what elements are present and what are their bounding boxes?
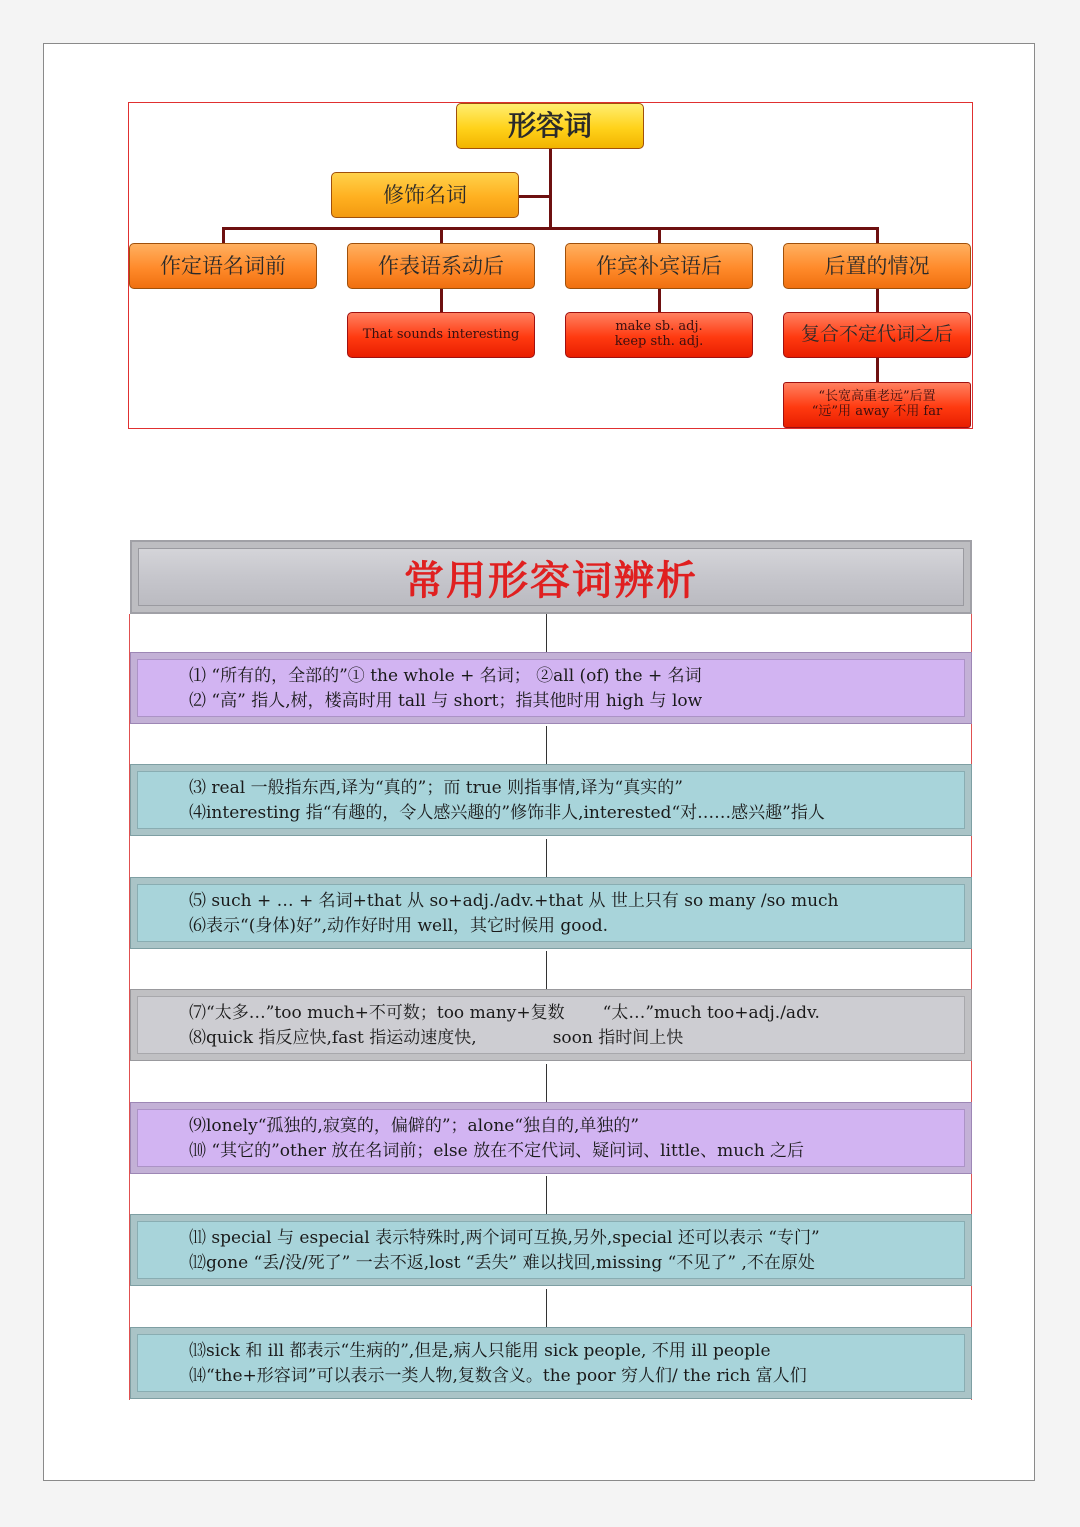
note-line: ⒀sick 和 ill 都表示“生病的”,但是,病人只能用 sick people, 不用 ill people: [189, 1341, 771, 1361]
note-line-pair: [189, 1001, 971, 1026]
branch-predicative: [347, 243, 535, 289]
branch-label: 后置的情况: [824, 253, 930, 278]
connector: [876, 227, 879, 243]
modify-noun-node: [331, 172, 519, 218]
adjective-diagram: [128, 102, 973, 429]
note-line: ⑻quick 指反应快,fast 指运动速度快,: [189, 1028, 477, 1048]
connector: [222, 227, 879, 230]
note-line-pair: [189, 1026, 971, 1051]
example-predicative: [347, 312, 535, 358]
note-box: [130, 764, 972, 836]
example-text: keep sth. adj.: [614, 334, 704, 349]
note-line: ⑶ real 一般指东西,译为“真的”；而 true 则指事情,译为“真实的”: [189, 778, 683, 798]
note-box: [130, 877, 972, 949]
note-box: [130, 652, 972, 724]
center-connector: [546, 1289, 547, 1327]
note-line: ⑼lonely“孤独的,寂寞的，偏僻的”；alone“独自的,单独的”: [189, 1116, 640, 1136]
connector: [658, 289, 661, 312]
note-line: ⑸ such + … + 名词+that 从 so+adj./adv.+that 从 世上只有 so many /so much: [189, 891, 839, 911]
center-connector: [546, 614, 547, 652]
branch-complement: [565, 243, 753, 289]
center-connector: [546, 951, 547, 989]
connector: [222, 227, 225, 243]
center-connector: [546, 839, 547, 877]
branch-postposition: [783, 243, 971, 289]
center-connector: [546, 1176, 547, 1214]
note-line: ⑿gone “丢/没/死了” 一去不返,lost “丢失” 难以找回,missing “不见了” ,不在原处: [189, 1253, 815, 1273]
center-connector: [546, 1064, 547, 1102]
example-text: That sounds interesting: [362, 326, 520, 342]
note-box: [130, 1214, 972, 1286]
note-box: [130, 1327, 972, 1399]
root-label: 形容词: [507, 108, 592, 142]
note-line: ⑷interesting 指“有趣的，令人感兴趣的”修饰非人,interested“对……感兴趣”指人: [189, 803, 825, 823]
note-line: “太…”much too+adj./adv.: [602, 1003, 820, 1023]
example-complement: [565, 312, 753, 358]
note-line: ⒁“the+形容词”可以表示一类人物,复数含义。the poor 穷人们/ the rich 富人们: [189, 1366, 807, 1386]
note-line: ⑴ “所有的，全部的”① the whole + 名词； ②all (of) the + 名词: [189, 666, 702, 686]
example-postposition: [783, 382, 971, 428]
note-line: ⑹表示“(身体)好”,动作好时用 well，其它时候用 good.: [189, 916, 608, 936]
section-title: 常用形容词辨析: [404, 556, 698, 604]
root-node: [456, 103, 644, 149]
compound-pronoun-node: [783, 312, 971, 358]
note-box: [130, 1102, 972, 1174]
modify-noun-label: 修饰名词: [383, 182, 467, 207]
note-line: ⑾ special 与 especial 表示特殊时,两个词可互换,另外,special 还可以表示 “专门”: [189, 1228, 820, 1248]
center-connector: [546, 726, 547, 764]
note-box: [130, 989, 972, 1061]
example-text: “远”用 away 不用 far: [811, 404, 943, 419]
note-line: ⑺“太多…”too much+不可数；too many+复数: [189, 1003, 565, 1023]
connector: [549, 149, 552, 227]
branch-attributive: [129, 243, 317, 289]
connector: [440, 227, 443, 243]
example-text: make sb. adj.: [615, 319, 703, 335]
branch-label: 作宾补宾语后: [596, 253, 722, 278]
example-text: “长宽高重老远”后置: [818, 389, 936, 405]
page-frame: [43, 43, 1035, 1481]
connector: [876, 358, 879, 382]
connector: [876, 289, 879, 312]
connector: [658, 227, 661, 243]
compound-pronoun-label: 复合不定代词之后: [800, 323, 953, 346]
note-line: ⑽ “其它的”other 放在名词前；else 放在不定代词、疑问词、little、much 之后: [189, 1141, 805, 1161]
section-banner: [130, 540, 972, 614]
connector: [440, 289, 443, 312]
note-line: soon 指时间上快: [552, 1028, 684, 1048]
connector: [518, 195, 552, 198]
branch-label: 作定语名词前: [160, 253, 286, 278]
branch-label: 作表语系动后: [378, 253, 504, 278]
note-line: ⑵ “高” 指人,树，楼高时用 tall 与 short；指其他时用 high 与 low: [189, 691, 703, 711]
